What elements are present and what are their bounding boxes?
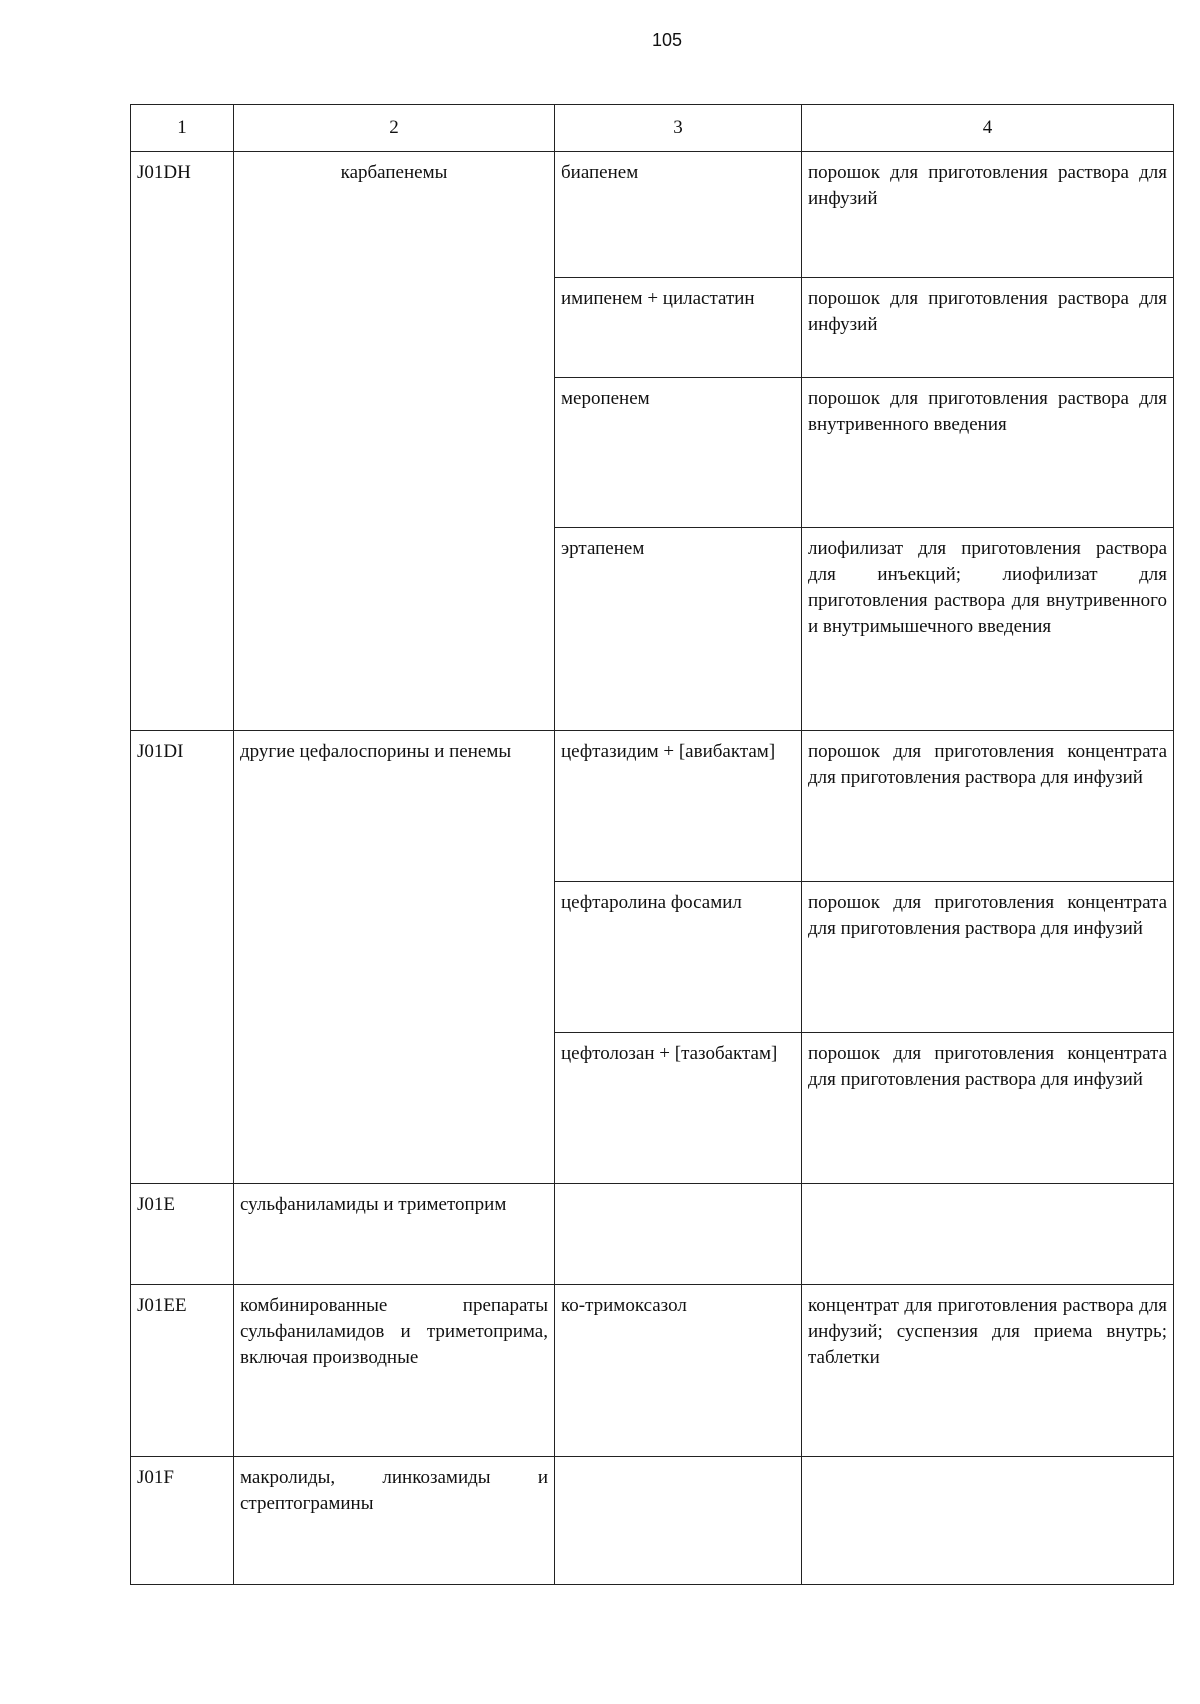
drug-name: имипенем + циластатин [555, 278, 802, 378]
dosage-form: порошок для приготовления концентрата для приготовления раствора для инфузий [802, 1033, 1174, 1184]
group-name: макролиды, линкозамиды и стрептограмины [234, 1457, 555, 1585]
table-row [131, 152, 1174, 278]
page-number: 105 [651, 30, 683, 50]
table-body [131, 152, 1174, 1585]
table-row [131, 1184, 1174, 1285]
atc-code: J01EE [131, 1285, 234, 1457]
header-col-3: 3 [555, 105, 802, 152]
drug-table [130, 104, 1174, 1585]
dosage-form: концентрат для приготовления раствора для инфузий; суспензия для приема внутрь; таблетки [802, 1285, 1174, 1457]
group-name: комбинированные препараты сульфаниламидов и триметоприма, включая производные [234, 1285, 555, 1457]
header-row [131, 105, 1174, 152]
drug-name: биапенем [555, 152, 802, 278]
table-row [131, 1457, 1174, 1585]
drug-name: цефтолозан + [тазобактам] [555, 1033, 802, 1184]
dosage-form: порошок для приготовления раствора для внутривенного введения [802, 378, 1174, 528]
atc-code: J01DI [131, 731, 234, 1184]
atc-code: J01DH [131, 152, 234, 731]
drug-name: эртапенем [555, 528, 802, 731]
group-name: сульфаниламиды и триметоприм [234, 1184, 555, 1285]
group-name: карбапенемы [234, 152, 555, 731]
drug-name: цефтаролина фосамил [555, 882, 802, 1033]
dosage-form: порошок для приготовления раствора для инфузий [802, 152, 1174, 278]
dosage-form: порошок для приготовления концентрата для приготовления раствора для инфузий [802, 882, 1174, 1033]
drug-name: ко-тримоксазол [555, 1285, 802, 1457]
header-col-4: 4 [802, 105, 1174, 152]
dosage-form [802, 1457, 1174, 1585]
drug-name: меропенем [555, 378, 802, 528]
atc-code: J01E [131, 1184, 234, 1285]
dosage-form: порошок для приготовления концентрата для приготовления раствора для инфузий [802, 731, 1174, 882]
group-name: другие цефалоспорины и пенемы [234, 731, 555, 1184]
atc-code: J01F [131, 1457, 234, 1585]
drug-name [555, 1184, 802, 1285]
table-header [131, 105, 1174, 152]
dosage-form: лиофилизат для приготовления раствора для инъекций; лиофилизат для приготовления раствора для внутривенного и внутримышечного введения [802, 528, 1174, 731]
dosage-form [802, 1184, 1174, 1285]
header-col-1: 1 [131, 105, 234, 152]
header-col-2: 2 [234, 105, 555, 152]
table-row [131, 731, 1174, 882]
drug-name [555, 1457, 802, 1585]
drug-name: цефтазидим + [авибактам] [555, 731, 802, 882]
dosage-form: порошок для приготовления раствора для инфузий [802, 278, 1174, 378]
table-row [131, 1285, 1174, 1457]
